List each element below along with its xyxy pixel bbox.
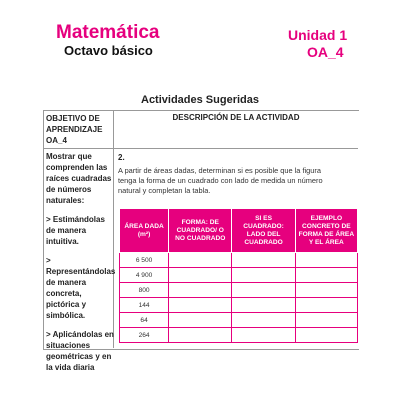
area-table [119,208,358,343]
side-cell[interactable] [232,313,295,328]
side-cell[interactable] [232,328,295,343]
example-cell[interactable] [295,283,357,298]
shape-cell[interactable] [169,298,232,313]
side-cell[interactable] [232,253,295,268]
shape-cell[interactable] [169,268,232,283]
table-row [120,313,358,328]
shape-header: FORMA: DE CUADRADO/ O NO CUADRADO [169,209,232,253]
area-value: 144 [120,298,169,313]
shape-cell[interactable] [169,253,232,268]
table-row [120,298,358,313]
activity-description: A partir de áreas dadas, determinan si es posible que la figura tenga la forma de un cuadrado con lado de medida un número natural y completan la tabla. [118,166,323,195]
area-value: 6 500 [120,253,169,268]
example-header: EJEMPLO CONCRETO DE FORMA DE ÁREA Y EL ÁREA [295,209,357,253]
area-value: 4 900 [120,268,169,283]
area-header: ÁREA DADA (m²) [120,209,169,253]
document-subtitle: Octavo básico [64,43,153,58]
objective-item: > Estimándolas de manera intuitiva. [46,215,105,246]
unit-label: Unidad 1 [288,27,348,43]
example-cell[interactable] [295,328,357,343]
table-row [120,328,358,343]
objective-item: > Representándolas de manera concreta, pictórica y simbólica. [46,256,116,320]
activity-number: 2. [118,153,125,162]
shape-cell[interactable] [169,313,232,328]
objective-column-header: OBJETIVO DE APRENDIZAJE OA_4 [46,114,103,145]
description-column-header: DESCRIPCIÓN DE LA ACTIVIDAD [172,113,300,122]
area-value: 800 [120,283,169,298]
inner-table-clip [119,208,358,348]
side-cell[interactable] [232,283,295,298]
objective-item: > Aplicándolas en situaciones geométricas y en la vida diaria [46,330,114,372]
objective-cell [46,151,116,381]
example-cell[interactable] [295,268,357,283]
table-row [120,253,358,268]
example-cell[interactable] [295,298,357,313]
table-row [120,283,358,298]
side-cell[interactable] [232,268,295,283]
side-header: SI ES CUADRADO: LADO DEL CUADRADO [232,209,295,253]
oa-label: OA_4 [307,44,344,60]
area-value: 64 [120,313,169,328]
area-value: 264 [120,328,169,343]
shape-cell[interactable] [169,283,232,298]
side-cell[interactable] [232,298,295,313]
table-header-divider [43,148,358,149]
objective-main-text: Mostrar que comprenden las raíces cuadradas de números naturales: [46,152,112,205]
section-title: Actividades Sugeridas [141,94,259,106]
document-title: Matemática [56,22,160,43]
example-cell[interactable] [295,313,357,328]
shape-cell[interactable] [169,328,232,343]
table-row [120,268,358,283]
example-cell[interactable] [295,253,357,268]
